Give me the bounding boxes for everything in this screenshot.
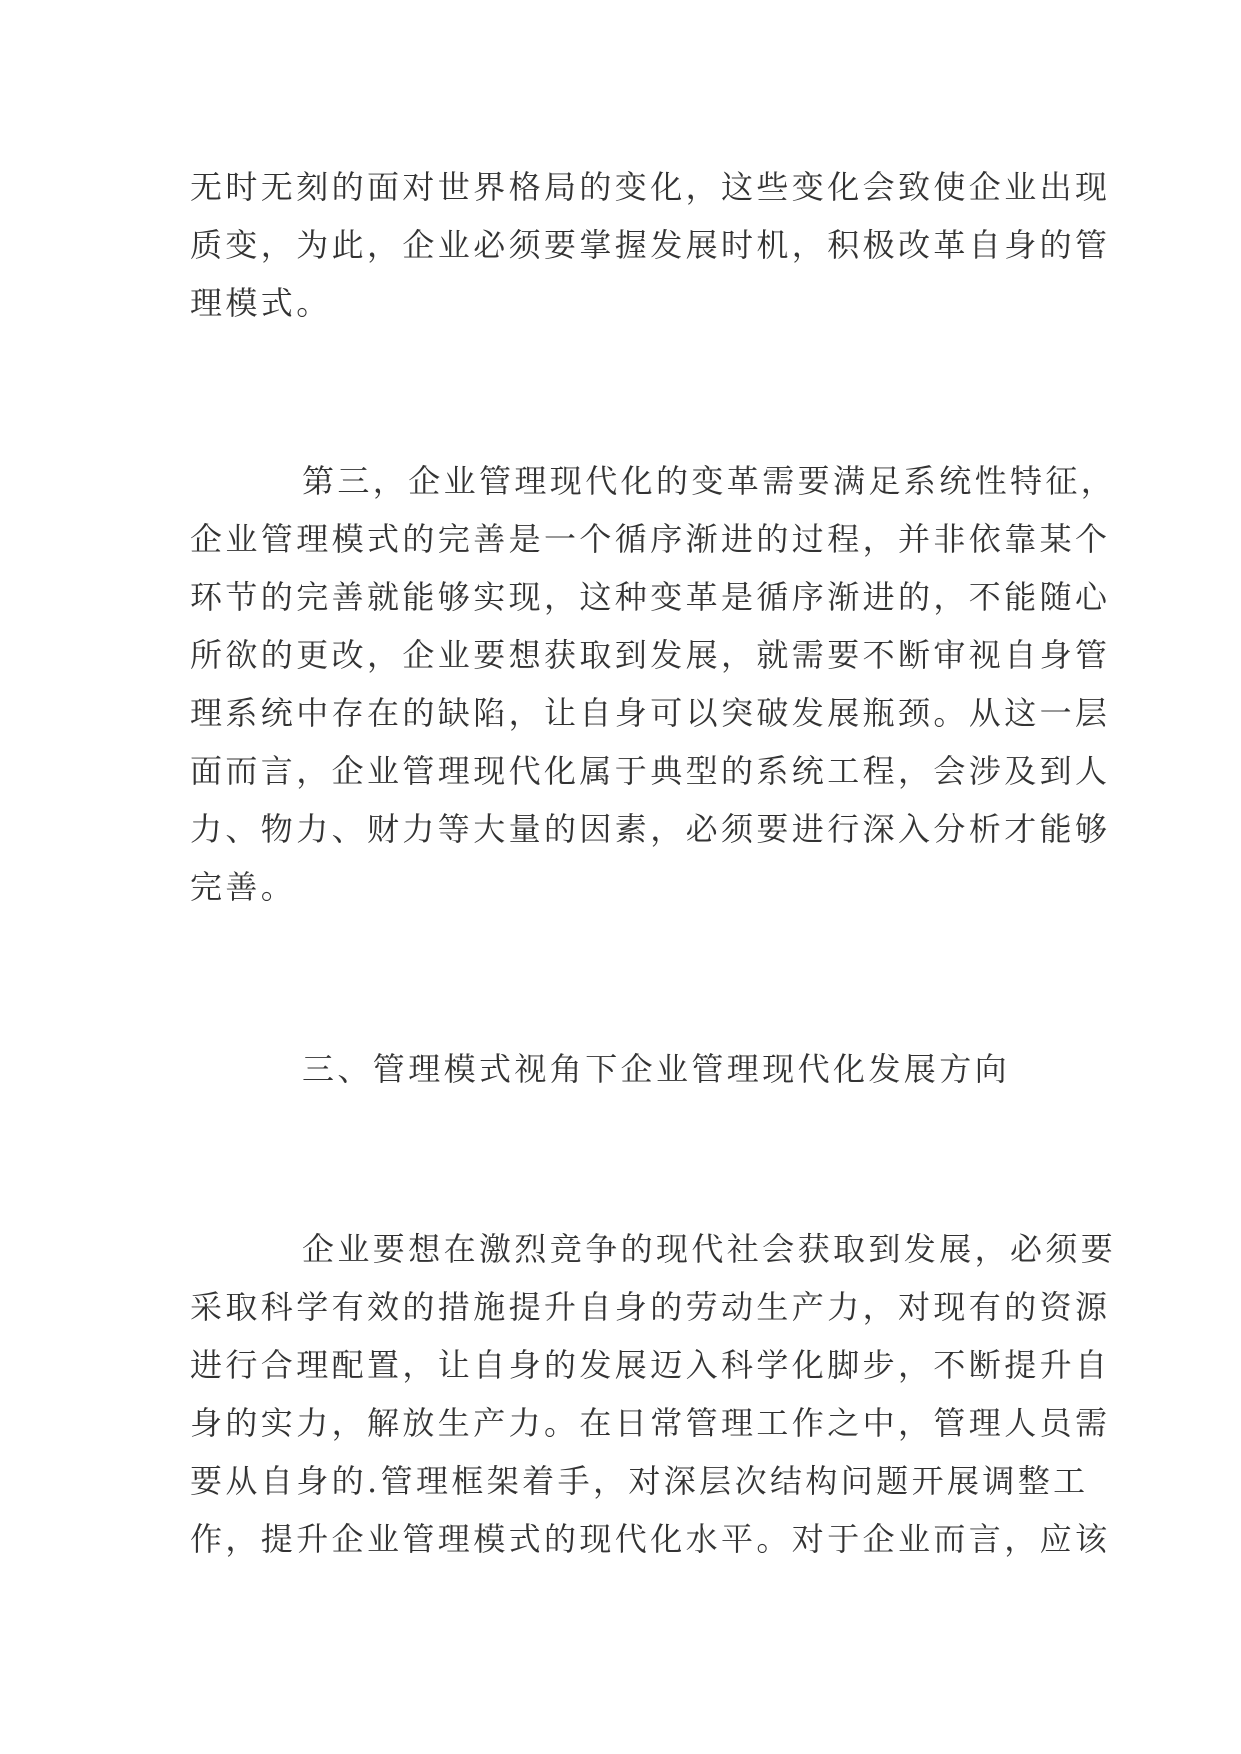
text-line: 身的实力，解放生产力。在日常管理工作之中，管理人员需 [190, 1404, 1111, 1442]
text-line: 企业管理模式的完善是一个循序渐进的过程，并非依靠某个 [190, 520, 1111, 558]
text-line: 环节的完善就能够实现，这种变革是循序渐进的，不能随心 [190, 578, 1111, 616]
paragraph-continuation [190, 158, 1111, 332]
text-line: 理系统中存在的缺陷，让自身可以突破发展瓶颈。从这一层 [190, 694, 1111, 732]
text-line: 所欲的更改，企业要想获取到发展，就需要不断审视自身管 [190, 636, 1111, 674]
text-line: 质变，为此，企业必须要掌握发展时机，积极改革自身的管 [190, 226, 1111, 264]
text-line: 进行合理配置，让自身的发展迈入科学化脚步，不断提升自 [190, 1346, 1111, 1384]
paragraph-development-direction [190, 1220, 1117, 1568]
text-line: 要从自身的.管理框架着手，对深层次结构问题开展调整工 [190, 1462, 1089, 1500]
text-line: 面而言，企业管理现代化属于典型的系统工程，会涉及到人 [190, 752, 1111, 790]
text-line: 无时无刻的面对世界格局的变化，这些变化会致使企业出现 [190, 168, 1111, 206]
text-line: 理模式。 [190, 284, 332, 322]
text-line: 企业要想在激烈竞争的现代社会获取到发展，必须要 [302, 1230, 1117, 1268]
section-heading-text: 三、管理模式视角下企业管理现代化发展方向 [302, 1050, 1011, 1088]
text-line: 力、物力、财力等大量的因素，必须要进行深入分析才能够 [190, 810, 1111, 848]
section-heading [190, 1040, 1070, 1098]
text-line: 采取科学有效的措施提升自身的劳动生产力，对现有的资源 [190, 1288, 1111, 1326]
text-line: 作，提升企业管理模式的现代化水平。对于企业而言，应该 [190, 1520, 1111, 1558]
text-line: 完善。 [190, 868, 297, 906]
text-line: 第三，企业管理现代化的变革需要满足系统性特征， [302, 462, 1117, 500]
paragraph-third-point [190, 452, 1117, 916]
